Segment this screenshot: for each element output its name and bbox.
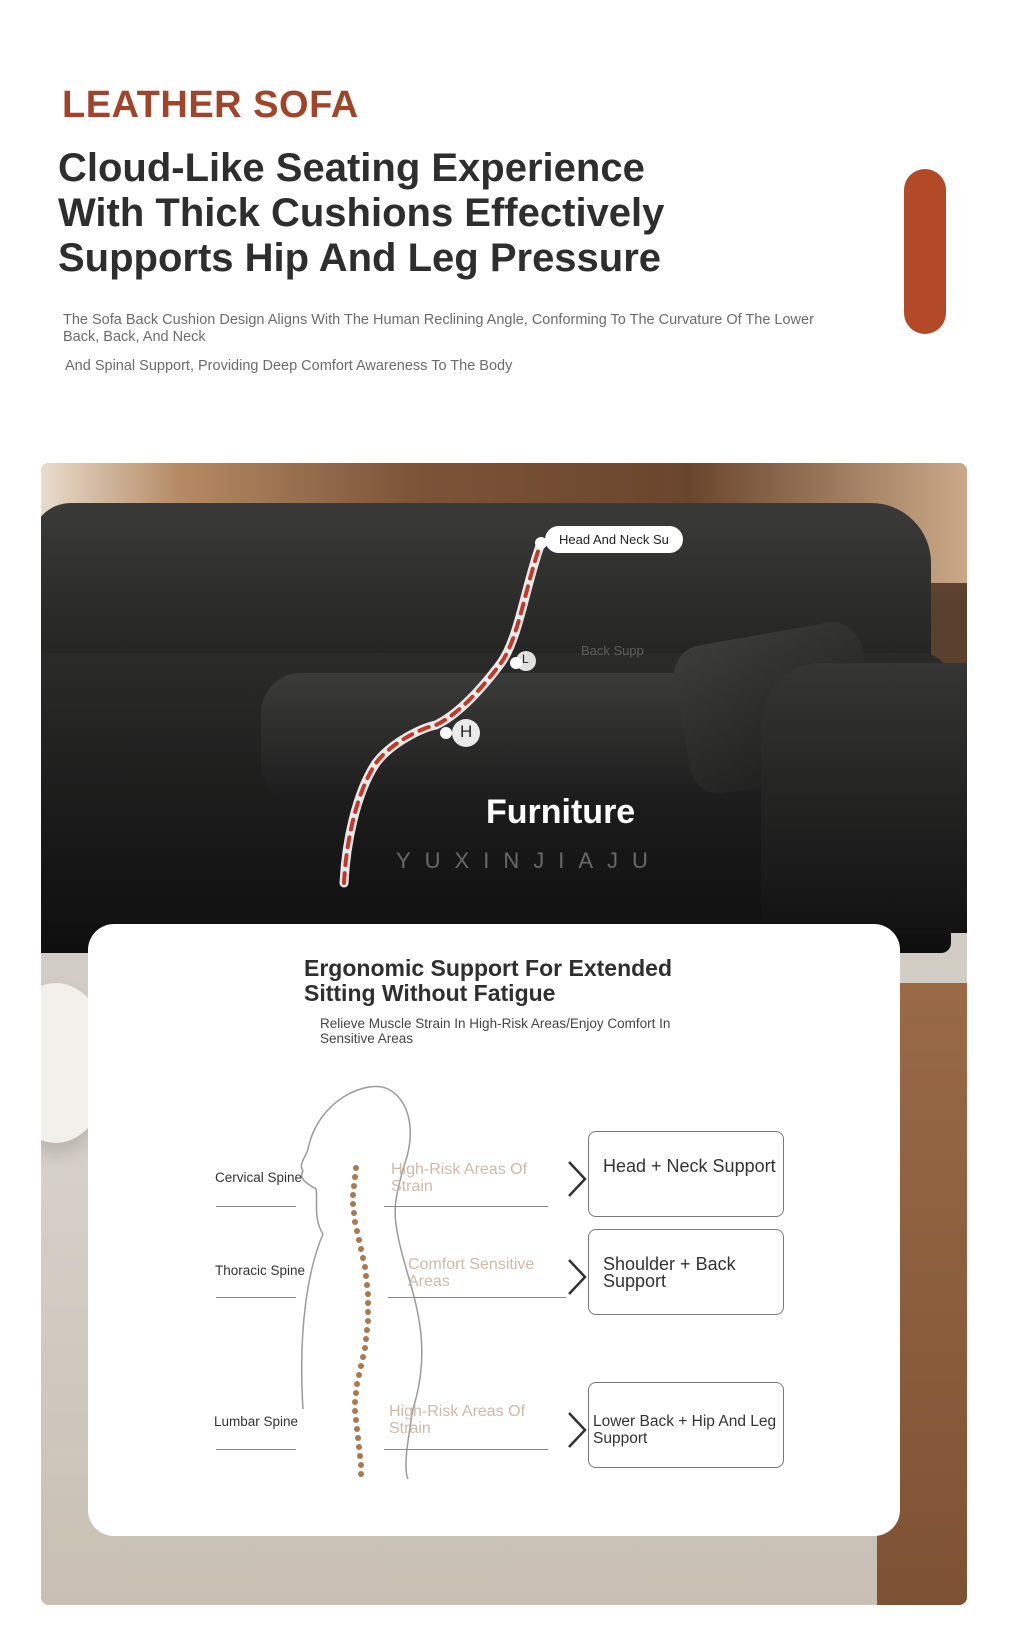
divider (388, 1297, 566, 1298)
point-hip-icon (440, 727, 452, 739)
brand-title: LEATHER SOFA (62, 84, 359, 126)
label-thoracic-spine: Thoracic Spine (215, 1263, 306, 1278)
headline-line-2: With Thick Cushions Effectively (58, 191, 665, 235)
watermark-text: Furniture (486, 793, 636, 831)
page-headline (58, 146, 718, 281)
support-box-head-neck (588, 1131, 784, 1217)
chevron-right-icon (566, 1411, 588, 1449)
divider (384, 1449, 548, 1450)
spine-dots-icon (338, 1164, 388, 1484)
support-label-shoulder-back: Shoulder + Back Support (603, 1254, 736, 1291)
label-cervical-spine: Cervical Spine (215, 1170, 303, 1185)
accent-pill (904, 169, 946, 334)
tag-back-support: Back Supp (581, 643, 644, 658)
tag-head-neck-support: Head And Neck Su (545, 526, 683, 553)
support-label-head-neck: Head + Neck Support (603, 1156, 776, 1176)
watermark-subtext: YUXINJIAJU (396, 848, 662, 873)
chevron-right-icon (566, 1160, 588, 1198)
card-title (304, 956, 724, 1006)
divider (384, 1206, 548, 1207)
support-box-lower-back-hip-leg (588, 1382, 784, 1468)
ergonomic-card (88, 924, 900, 1536)
card-subtitle: Relieve Muscle Strain In High-Risk Areas/Enjoy Comfort In Sensitive Areas (320, 1016, 671, 1046)
divider (216, 1449, 296, 1450)
strain-label-1: High-Risk Areas Of Strain (391, 1161, 528, 1195)
strain-label-3: High-Risk Areas Of Strain (389, 1403, 526, 1437)
headline-line-1: Cloud-Like Seating Experience (58, 146, 645, 190)
subtext-2: And Spinal Support, Providing Deep Comfort Awareness To The Body (65, 358, 513, 374)
support-box-shoulder-back (588, 1229, 784, 1315)
tag-back-initial: L (522, 652, 529, 666)
strain-label-2: Comfort Sensitive Areas (408, 1256, 535, 1290)
label-lumbar-spine: Lumbar Spine (214, 1414, 299, 1429)
headline-line-3: Supports Hip And Leg Pressure (58, 236, 662, 280)
chevron-right-icon (566, 1258, 588, 1296)
support-label-lower-back-hip-leg: Lower Back + Hip And Leg Support (593, 1413, 777, 1447)
divider (216, 1297, 296, 1298)
subtext-1: The Sofa Back Cushion Design Aligns With The Human Reclining Angle, Conforming To The Curvature Of The Lower Back, Back, And Neck (63, 312, 814, 345)
tag-hip-initial: H (460, 722, 473, 741)
card-title-line-2: Sitting Without Fatigue (304, 980, 556, 1006)
card-title-line-1: Ergonomic Support For Extended (304, 955, 673, 981)
divider (216, 1206, 296, 1207)
